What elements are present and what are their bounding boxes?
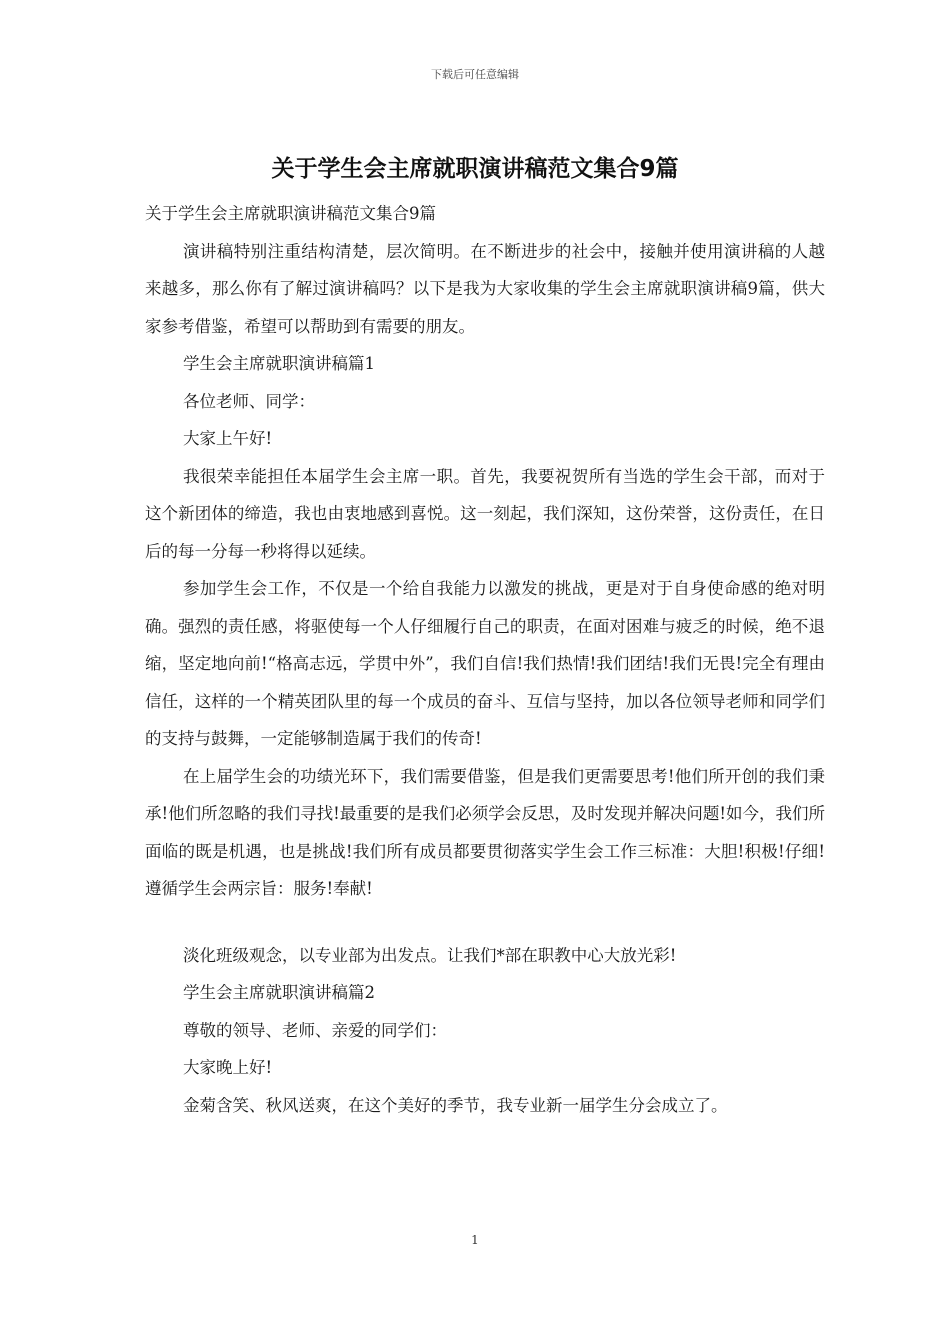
body-paragraph: 淡化班级观念，以专业部为出发点。让我们*部在职教中心大放光彩! [183, 945, 677, 965]
body-paragraph: 我很荣幸能担任本届学生会主席一职。首先，我要祝贺所有当选的学生会干部，而对于这个新团体的缔造，我也由衷地感到喜悦。这一刻起，我们深知，这份荣誉，这份责任，在日后的每一分每一秒将得以延续。 [145, 466, 825, 561]
intro-paragraph: 演讲稿特别注重结构清楚，层次简明。在不断进步的社会中，接触并使用演讲稿的人越来越多，那么你有了解过演讲稿吗？以下是我为大家收集的学生会主席就职演讲稿9篇，供大家参考借鉴，希望可以帮助到有需要的朋友。 [145, 241, 825, 336]
section-heading-1: 学生会主席就职演讲稿篇1 [183, 354, 375, 373]
body-paragraph: 参加学生会工作，不仅是一个给自我能力以激发的挑战，更是对于自身使命感的绝对明确。强烈的责任感，将驱使每一个人仔细履行自己的职责，在面对困难与疲乏的时候，绝不退缩，坚定地向前!“格高志远，学贯中外”，我们自信!我们热情!我们团结!我们无畏!完全有理由信任，这样的一个精英团队里的每一个成员的奋斗、互信与坚持，加以各位领导老师和同学们的支持与鼓舞，一定能够制造属于我们的传奇! [145, 579, 825, 748]
document-title: 关于学生会主席就职演讲稿范文集合9篇 [271, 156, 679, 182]
subtitle-line: 关于学生会主席就职演讲稿范文集合9篇 [145, 204, 436, 223]
page-number: 1 [471, 1233, 479, 1247]
salutation-1: 各位老师、同学： [183, 391, 315, 411]
greeting-2: 大家晚上好! [183, 1058, 273, 1077]
document-body [145, 195, 825, 1124]
page-header-note: 下载后可任意编辑 [431, 68, 519, 81]
salutation-2: 尊敬的领导、老师、亲爱的同学们： [183, 1020, 447, 1040]
greeting-1: 大家上午好! [183, 429, 273, 448]
body-paragraph: 金菊含笑、秋风送爽，在这个美好的季节，我专业新一届学生分会成立了。 [183, 1095, 728, 1115]
body-paragraph: 在上届学生会的功绩光环下，我们需要借鉴，但是我们更需要思考!他们所开创的我们秉承!他们所忽略的我们寻找!最重要的是我们必须学会反思，及时发现并解决问题!如今，我们所面临的既是机遇，也是挑战!我们所有成员都要贯彻落实学生会工作三标准：大胆!积极!仔细!遵循学生会两宗旨：服务!奉献! [145, 766, 825, 898]
section-heading-2: 学生会主席就职演讲稿篇2 [183, 983, 375, 1002]
